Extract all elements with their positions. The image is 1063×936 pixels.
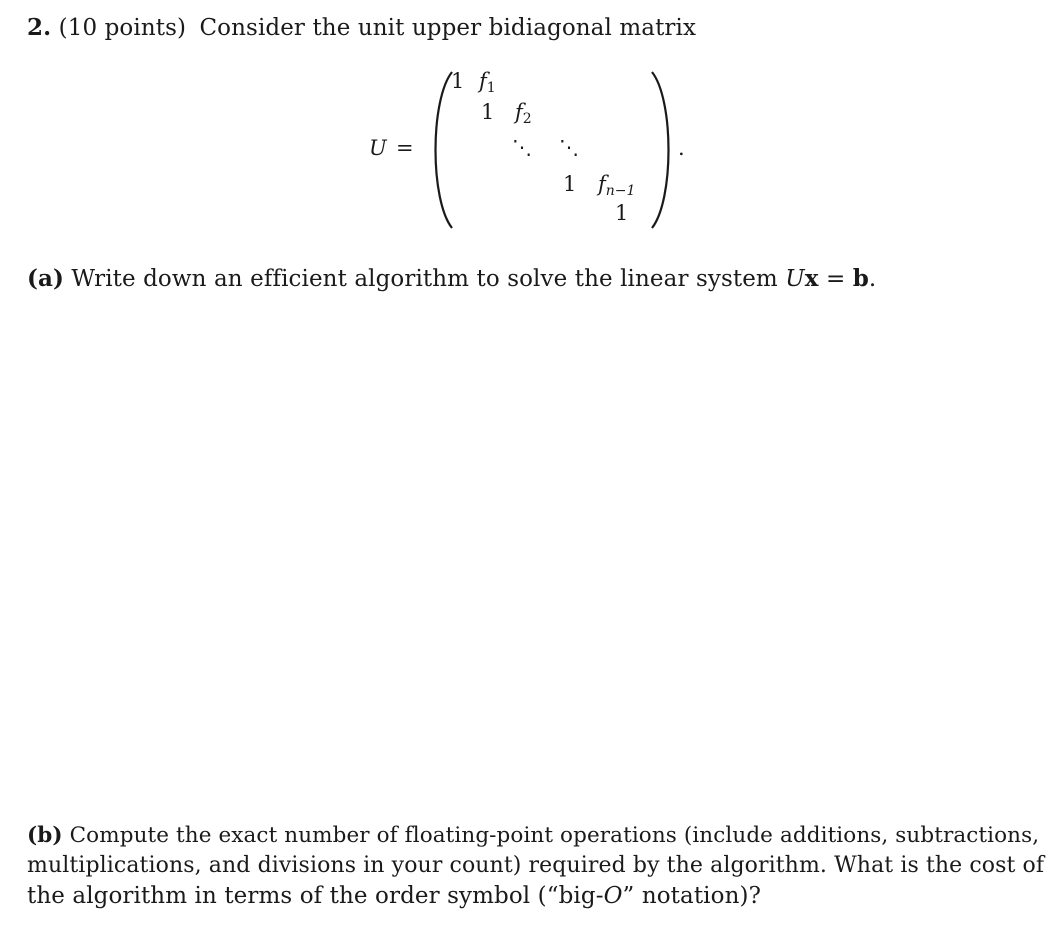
part-b-line-3 [27, 881, 761, 911]
matrix-period: . [678, 136, 685, 160]
matrix-entry-f2: $f_2$ [515, 100, 532, 127]
part-b-line3-post: ” notation)? [622, 883, 761, 909]
part-a-text: Write down an efficient algorithm to solve the linear system [71, 266, 786, 292]
matrix-entry-fn1: fn−1 [598, 172, 636, 199]
problem-number: 2. [27, 14, 52, 41]
part-b-line3-O: O [603, 883, 623, 909]
part-a-eq-mid: = [818, 266, 853, 292]
problem-header [27, 13, 696, 43]
part-a-eq-x: x [804, 265, 819, 292]
part-b-line2-text: multiplications, and divisions in your count) required by the algorithm. What is the cost of [27, 853, 1045, 878]
matrix-equals: = [396, 136, 414, 160]
matrix-entry-2-2: 1 [481, 100, 495, 124]
diagonal-dots: ⋱ [512, 135, 532, 159]
part-a-end: . [868, 266, 877, 292]
part-a [27, 264, 876, 294]
matrix-entry-n1-n1: 1 [563, 172, 577, 196]
part-a-eq-b: b [852, 265, 869, 292]
problem-points: (10 points) [58, 15, 187, 41]
matrix-entry-n-n: 1 [615, 201, 629, 225]
part-a-label: (a) [27, 265, 64, 292]
superdiagonal-dots: ⋱ [559, 135, 579, 159]
right-paren [648, 70, 678, 230]
part-a-eq-u: U [785, 266, 805, 292]
part-b-label: (b) [27, 823, 63, 848]
matrix-entry-f1: $f_1$ [479, 69, 496, 96]
part-b-line-1 [27, 821, 1039, 851]
part-b-line1-text: Compute the exact number of floating-point operations (include additions, subtractions, [69, 823, 1040, 848]
part-b-line3-pre: the algorithm in terms of the order symbol (“big- [27, 883, 604, 909]
matrix-entry-1-1: 1 [451, 69, 465, 93]
problem-intro: Consider the unit upper bidiagonal matrix [199, 15, 697, 41]
matrix-lhs: U [369, 136, 387, 160]
left-paren [428, 70, 458, 230]
part-b-line-2 [27, 851, 1044, 881]
